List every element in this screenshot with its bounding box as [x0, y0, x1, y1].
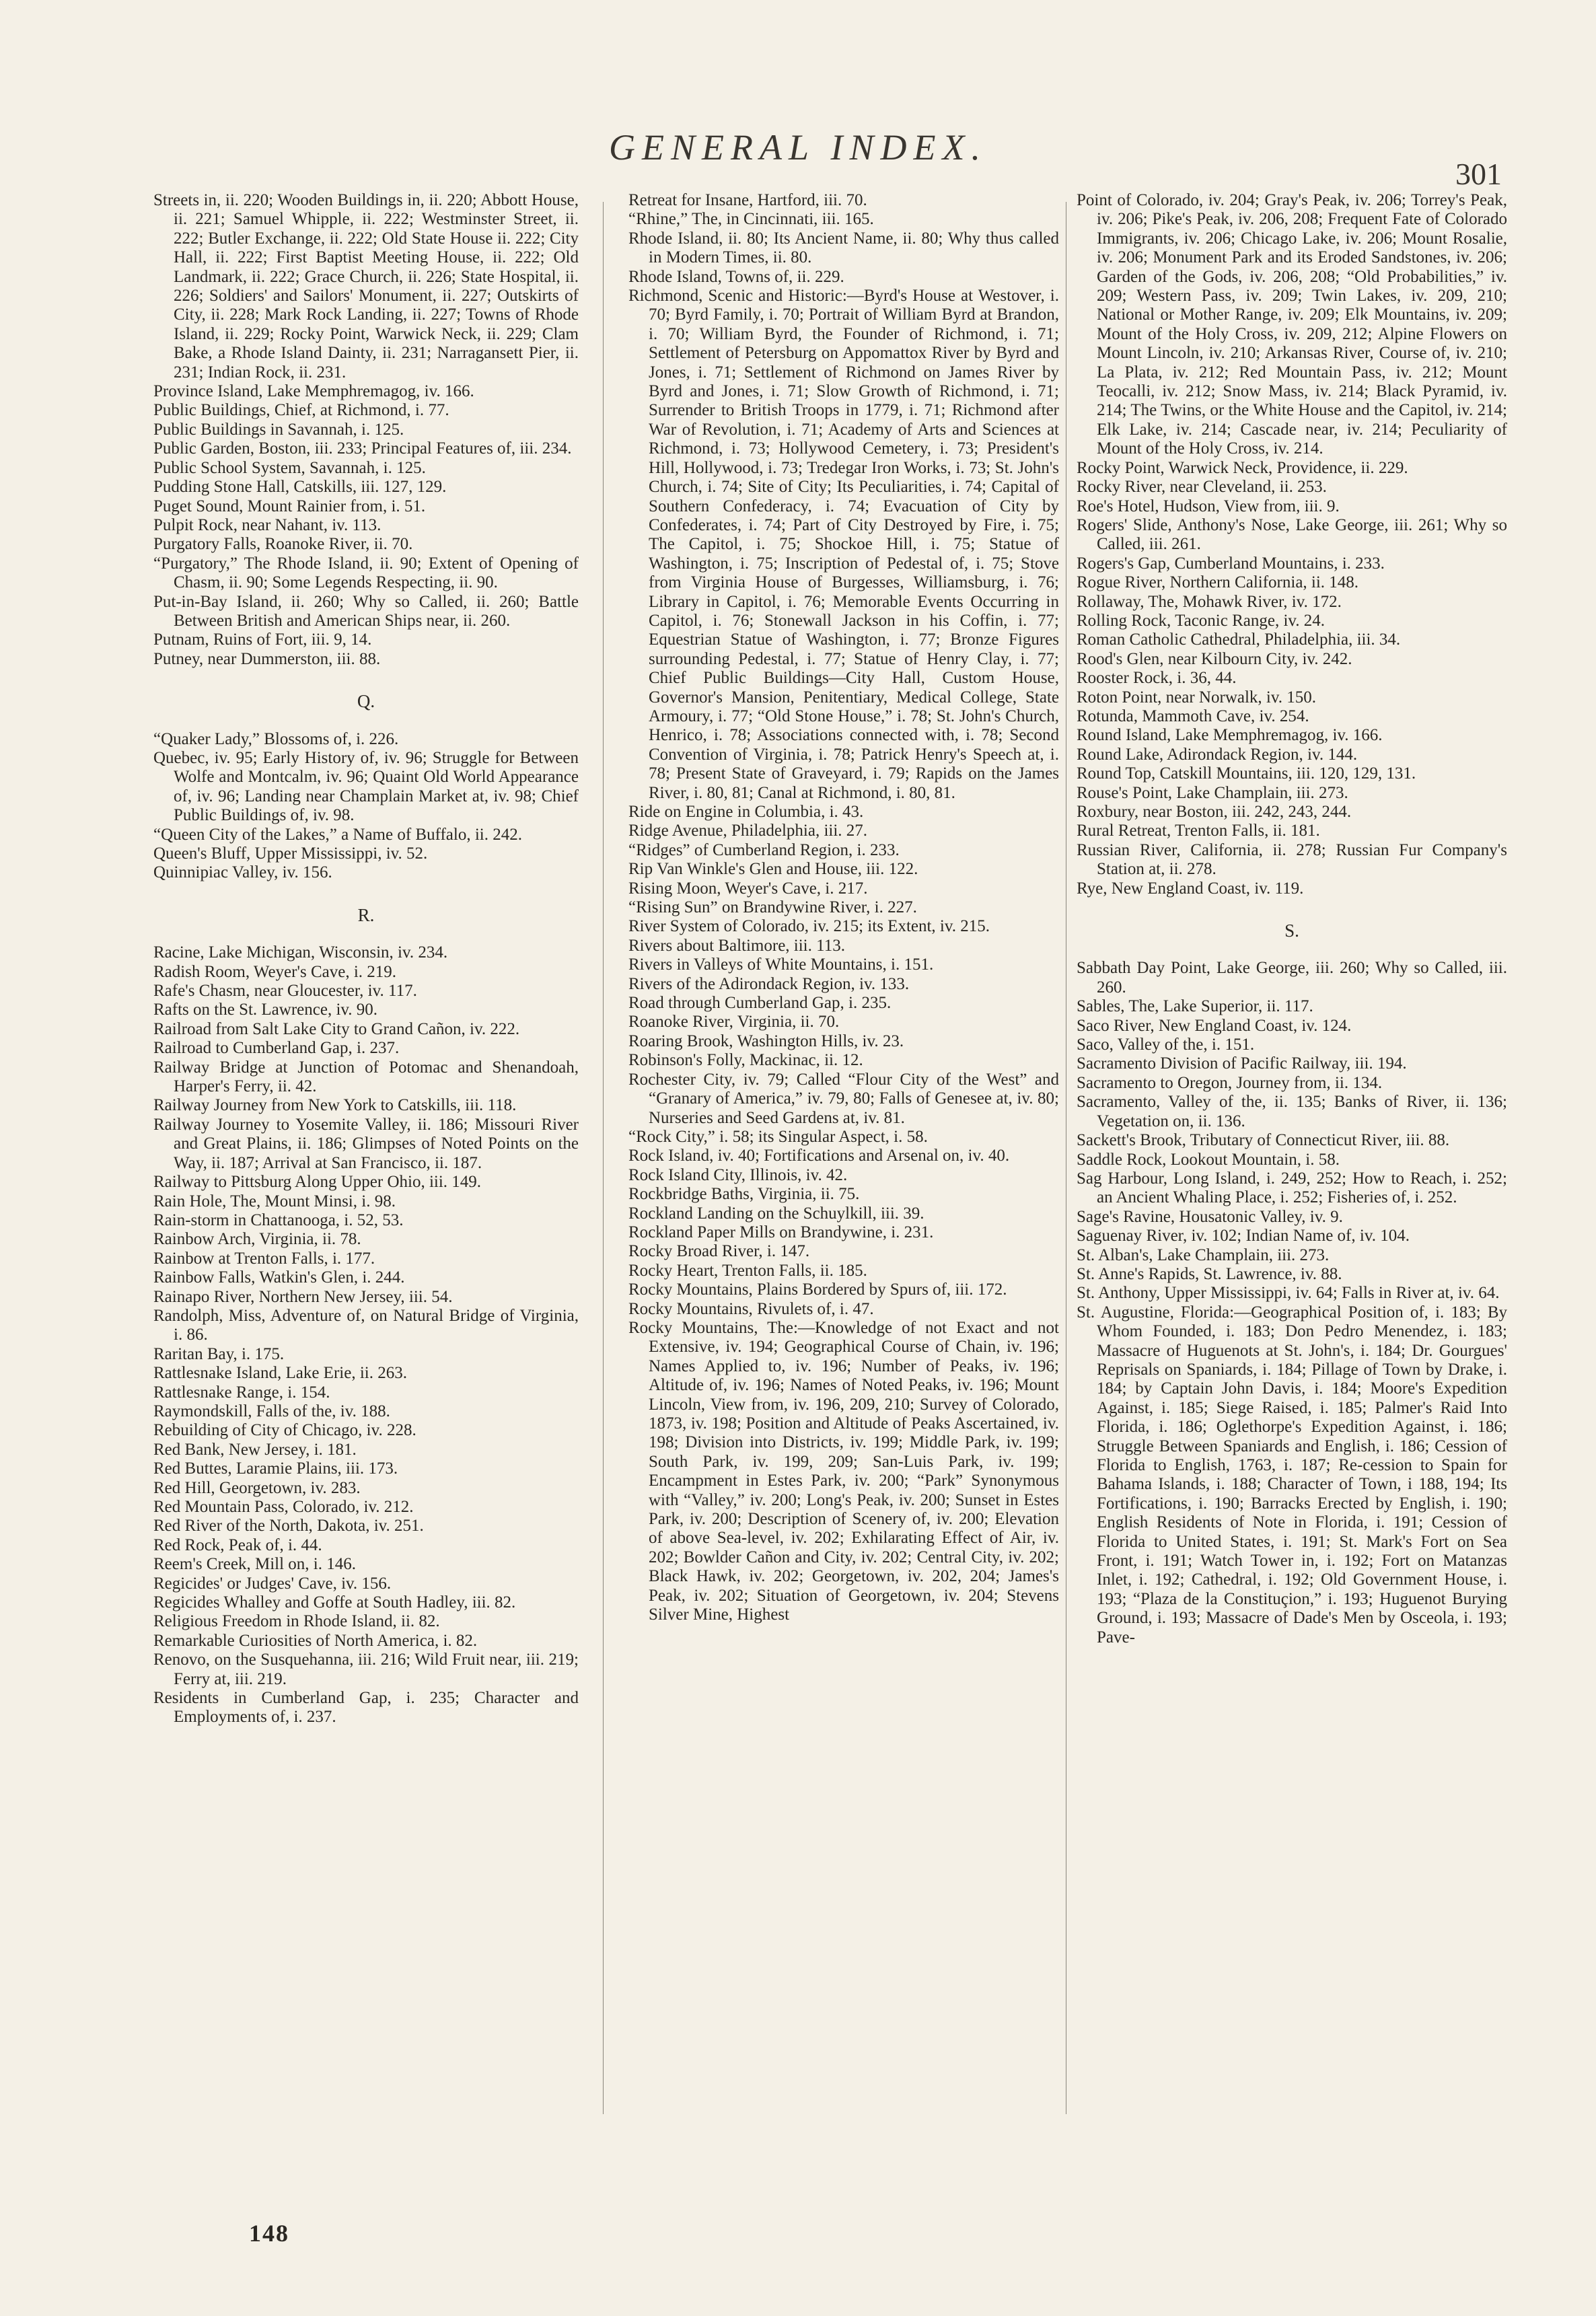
index-entry: Rood's Glen, near Kilbourn City, iv. 242. [1077, 649, 1352, 668]
index-entry: Rainbow at Trenton Falls, i. 177. [153, 1249, 375, 1268]
index-entry: Rocky River, near Cleveland, ii. 253. [1077, 478, 1327, 497]
index-entry: Rotunda, Mammoth Cave, iv. 254. [1077, 707, 1309, 725]
index-entry: Province Island, Lake Memphremagog, iv. 166. [153, 382, 474, 401]
index-entry: Red Mountain Pass, Colorado, iv. 212. [153, 1498, 414, 1516]
index-entry: Rain-storm in Chattanooga, i. 52, 53. [153, 1210, 404, 1229]
index-entry: Rivers of the Adirondack Region, iv. 133. [628, 974, 910, 993]
entry-list [153, 730, 579, 883]
index-entry: Sacramento to Oregon, Journey from, ii. 134. [1077, 1073, 1383, 1092]
index-entry: St. Anne's Rapids, St. Lawrence, iv. 88. [1077, 1264, 1342, 1283]
index-entry: “Rising Sun” on Brandywine River, i. 227. [628, 898, 917, 917]
index-entry: Rocky Heart, Trenton Falls, ii. 185. [628, 1261, 867, 1280]
entry-list [153, 943, 579, 1727]
index-entry: Rivers in Valleys of White Mountains, i. 151. [628, 955, 934, 974]
index-entry: Rooster Rock, i. 36, 44. [1077, 669, 1237, 688]
index-entry: Sag Harbour, Long Island, i. 249, 252; How to Reach, i. 252; an Ancient Whaling Place, i. 252; Fisheries of, i. 252. [1077, 1169, 1507, 1207]
index-entry: Railroad from Salt Lake City to Grand Cañon, iv. 222. [153, 1019, 520, 1038]
index-entry: Sables, The, Lake Superior, ii. 117. [1077, 997, 1313, 1016]
index-entry: Public Garden, Boston, iii. 233; Principal Features of, iii. 234. [153, 439, 572, 458]
index-entry: Regicides Whalley and Goffe at South Hadley, iii. 82. [153, 1593, 516, 1612]
index-entry: “Queen City of the Lakes,” a Name of Buffalo, ii. 242. [153, 825, 522, 844]
index-entry: Rochester City, iv. 79; Called “Flour City of the West” and “Granary of America,” iv. 79, 80; Falls of Genesee at, iv. 80; Nurseries and Seed Gardens at, iv. 81. [628, 1070, 1059, 1127]
index-entry: Rockbridge Baths, Virginia, ii. 75. [628, 1185, 860, 1204]
index-entry: Public Buildings, Chief, at Richmond, i. 77. [153, 401, 449, 420]
index-entry: Rogue River, Northern California, ii. 148. [1077, 573, 1359, 592]
index-entry: Rouse's Point, Lake Champlain, iii. 273. [1077, 783, 1348, 802]
index-entry: Religious Freedom in Rhode Island, ii. 82. [153, 1612, 440, 1631]
index-entry: “Rhine,” The, in Cincinnati, iii. 165. [628, 210, 874, 229]
index-entry: Rolling Rock, Taconic Range, iv. 24. [1077, 611, 1326, 630]
index-entry: Ride on Engine in Columbia, i. 43. [628, 803, 864, 821]
index-entry: “Purgatory,” The Rhode Island, ii. 90; Extent of Opening of Chasm, ii. 90; Some Legends Respecting, ii. 90. [153, 554, 579, 592]
index-entry: Purgatory Falls, Roanoke River, ii. 70. [153, 535, 413, 554]
index-entry: Renovo, on the Susquehanna, iii. 216; Wild Fruit near, iii. 219; Ferry at, iii. 219. [153, 1651, 579, 1688]
index-entry: Rocky Mountains, Plains Bordered by Spurs of, iii. 172. [628, 1280, 1007, 1299]
index-entry: Rocky Point, Warwick Neck, Providence, ii. 229. [1077, 458, 1408, 477]
index-entry: Reem's Creek, Mill on, i. 146. [153, 1555, 357, 1574]
index-entry: Racine, Lake Michigan, Wisconsin, iv. 234. [153, 943, 448, 962]
index-entry: Regicides' or Judges' Cave, iv. 156. [153, 1574, 392, 1593]
index-entry: Rock Island City, Illinois, iv. 42. [628, 1165, 848, 1184]
index-entry: Railway Journey to Yosemite Valley, ii. 186; Missouri River and Great Plains, ii. 186; Glimpses of Noted Points on the Way, ii. 187; Arrival at San Francisco, ii. 187. [153, 1115, 579, 1172]
index-entry: Point of Colorado, iv. 204; Gray's Peak, iv. 206; Torrey's Peak, iv. 206; Pike's Peak, iv. 206, 208; Frequent Fate of Colorado Immigrants, iv. 206; Chicago Lake, iv. 206; Mount Rosalie, iv. 206; Monument Park and its Eroded Sandstones, iv. 206; Garden of the Gods, iv. 206, 208; “Old Probabilities,” iv. 209; Western Pass, iv. 209; Twin Lakes, iv. 209, 210; National or Mother Range, iv. 209; Elk Mountains, iv. 209; Mount of the Holy Cross, iv. 209, 212; Alpine Flowers on Mount Lincoln, iv. 210; Arkansas River, Course of, iv. 210; La Plata, iv. 212; Red Mountain Pass, iv. 212; Mount Teocalli, iv. 212; Snow Mass, iv. 214; Black Pyramid, iv. 214; The Twins, or the White House and the Capitol, iv. 214; Elk Lake, iv. 214; Cascade near, iv. 214; Peculiarity of Mount of the Holy Cross, iv. 214. [1077, 191, 1507, 458]
index-entry: Rainbow Arch, Virginia, ii. 78. [153, 1230, 361, 1249]
index-entry: Rip Van Winkle's Glen and House, iii. 122. [628, 860, 918, 879]
entry-list [1077, 191, 1507, 898]
section-letter-s: S. [1284, 920, 1299, 941]
index-entry: Rollaway, The, Mohawk River, iv. 172. [1077, 592, 1342, 611]
index-entry: Road through Cumberland Gap, i. 235. [628, 994, 892, 1013]
index-entry: Rural Retreat, Trenton Falls, ii. 181. [1077, 822, 1320, 840]
index-entry: Ridge Avenue, Philadelphia, iii. 27. [628, 822, 868, 840]
index-entry: Russian River, California, ii. 278; Russian Fur Company's Station at, ii. 278. [1077, 840, 1507, 879]
index-entry: Queen's Bluff, Upper Mississippi, iv. 52. [153, 844, 428, 863]
index-entry: Rebuilding of City of Chicago, iv. 228. [153, 1421, 416, 1440]
entry-list [1077, 959, 1507, 1647]
index-entry: Saddle Rock, Lookout Mountain, i. 58. [1077, 1150, 1340, 1169]
section-letter-q: Q. [357, 691, 375, 712]
index-entry: Pulpit Rock, near Nahant, iv. 113. [153, 515, 382, 534]
page-folio: 301 [1455, 157, 1502, 191]
index-entry: Roman Catholic Cathedral, Philadelphia, iii. 34. [1077, 630, 1401, 649]
section-letter-r: R. [357, 904, 375, 925]
index-entry: Roxbury, near Boston, iii. 242, 243, 244. [1077, 803, 1352, 821]
index-entry: Puget Sound, Mount Rainier from, i. 51. [153, 497, 426, 515]
index-entry: Rockland Landing on the Schuylkill, iii. 39. [628, 1204, 924, 1223]
index-entry: Richmond, Scenic and Historic:—Byrd's House at Westover, i. 70; Byrd Family, i. 70; Portrait of William Byrd at Brandon, i. 70; William Byrd, the Founder of Richmond, i. 71; Settlement of Petersburg on Appomattox River by Byrd and Jones, i. 71; Settlement of Richmond on James River by Byrd and Jones, i. 71; Slow Growth of Richmond, i. 71; Surrender to British Troops in 1779, i. 71; Richmond after War of Revolution, i. 71; Academy of Arts and Sciences at Richmond, i. 73; Hollywood Cemetery, i. 73; President's Hill, Hollywood, i. 73; Tredegar Iron Works, i. 73; St. John's Church, i. 74; Site of City; Its Peculiarities, i. 74; Capital of Southern Confederacy, i. 74; Evacuation of City by Confederates, i. 74; Part of City Destroyed by Fire, i. 75; The Capitol, i. 75; Shockoe Hill, i. 75; Statue of Washington, i. 75; Inscription of Pedestal of, i. 75; Stove from Virginia House of Burgesses, Williamsburg, i. 76; Library in Capitol, i. 76; Memorable Events Occurring in Capitol, i. 76; Stonewall Jackson in his Coffin, i. 77; Equestrian Statue of Washington, i. 77; Bronze Figures surrounding Pedestal, i. 77; Statue of Henry Clay, i. 77; Chief Public Buildings—City Hall, Custom House, Governor's Mansion, Penitentiary, Medical College, State Armoury, i. 77; “Old Stone House,” i. 78; St. John's Church, Henrico, i. 78; Associations connected with, i. 78; Second Convention of Virginia, i. 78; Patrick Henry's Speech at, i. 78; Present State of Graveyard, i. 79; Rapids on the James River, i. 80, 81; Canal at Richmond, i. 80, 81. [628, 287, 1059, 802]
index-entry: Pudding Stone Hall, Catskills, iii. 127, 129. [153, 478, 447, 497]
index-entry: Raymondskill, Falls of the, iv. 188. [153, 1402, 390, 1420]
index-entry: Rainbow Falls, Watkin's Glen, i. 244. [153, 1268, 405, 1287]
index-entry: Sackett's Brook, Tributary of Connecticut River, iii. 88. [1077, 1131, 1450, 1150]
index-entry: Red Rock, Peak of, i. 44. [153, 1535, 322, 1554]
index-entry: Raritan Bay, i. 175. [153, 1344, 285, 1363]
index-entry: Retreat for Insane, Hartford, iii. 70. [628, 191, 867, 209]
index-entry: Round Island, Lake Memphremagog, iv. 166. [1077, 726, 1383, 745]
index-entry: Red River of the North, Dakota, iv. 251. [153, 1517, 424, 1535]
index-entry: Public Buildings in Savannah, i. 125. [153, 420, 404, 439]
index-entry: Quebec, iv. 95; Early History of, iv. 96; Struggle for Between Wolfe and Montcalm, iv. 96; Quaint Old World Appearance of, iv. 96; Landing near Champlain Market at, iv. 98; Chief Public Buildings of, iv. 98. [153, 748, 579, 825]
index-entry: Robinson's Folly, Mackinac, ii. 12. [628, 1051, 863, 1070]
index-entry: Randolph, Miss, Adventure of, on Natural Bridge of Virginia, i. 86. [153, 1306, 579, 1344]
index-entry: Rocky Mountains, The:—Knowledge of not Exact and not Extensive, iv. 194; Geographical Course of Chain, iv. 196; Names Applied to, iv. 196; Number of Peaks, iv. 196; Altitude of, iv. 196; Names of Noted Peaks, iv. 196; Mount Lincoln, View from, iv. 196, 209, 210; Survey of Colorado, 1873, iv. 198; Position and Altitude of Peaks Ascertained, iv. 198; Division into Districts, iv. 199; Middle Park, iv. 199; South Park, iv. 199, 209; San-Luis Park, iv. 199; Encampment in Estes Park, iv. 200; “Park” Synonymous with “Valley,” iv. 200; Long's Peak, iv. 200; Sunset in Estes Park, iv. 200; Description of Scenery of, iv. 200; Elevation of above Sea-level, iv. 202; Exhilarating Effect of Air, iv. 202; Bowlder Cañon and City, iv. 202; Central City, iv. 202; Black Hawk, iv. 202; Georgetown, iv. 202, 204; James's Peak, iv. 202; Situation of Georgetown, iv. 204; Stevens Silver Mine, Highest [628, 1318, 1059, 1624]
index-column-2 [628, 191, 1059, 2114]
index-entry: Putnam, Ruins of Fort, iii. 9, 14. [153, 630, 372, 649]
index-column-3 [1077, 191, 1507, 2114]
index-entry: Sage's Ravine, Housatonic Valley, iv. 9. [1077, 1207, 1343, 1226]
index-entry: Sabbath Day Point, Lake George, iii. 260; Why so Called, iii. 260. [1077, 959, 1507, 997]
index-entry: Public School System, Savannah, i. 125. [153, 458, 426, 477]
index-entry: Rhode Island, ii. 80; Its Ancient Name, ii. 80; Why thus called in Modern Times, ii. 80. [628, 229, 1059, 267]
index-entry: Streets in, ii. 220; Wooden Buildings in, ii. 220; Abbott House, ii. 221; Samuel Whipple, ii. 222; Westminster Street, ii. 222; Butler Exchange, ii. 222; Old State House ii. 222; City Hall, ii. 222; First Baptist Meeting House, ii. 222; Old Landmark, ii. 222; Grace Church, ii. 226; State Hospital, ii. 226; Soldiers' and Sailors' Monument, ii. 227; Outskirts of City, ii. 228; Mark Rock Landing, ii. 227; Towns of Rhode Island, ii. 229; Rocky Point, Warwick Neck, ii. 229; Clam Bake, a Rhode Island Dainty, ii. 231; Narragansett Pier, ii. 231; Indian Rock, ii. 231. [153, 191, 579, 382]
index-entry: Sacramento, Valley of the, ii. 135; Banks of River, ii. 136; Vegetation on, ii. 136. [1077, 1093, 1507, 1130]
index-entry: Quinnipiac Valley, iv. 156. [153, 863, 332, 882]
index-entry: Residents in Cumberland Gap, i. 235; Character and Employments of, i. 237. [153, 1689, 579, 1727]
entry-list [628, 191, 1059, 1624]
index-entry: Putney, near Dummerston, iii. 88. [153, 649, 381, 668]
index-column-1 [153, 191, 579, 2114]
index-entry: Rogers' Slide, Anthony's Nose, Lake George, iii. 261; Why so Called, iii. 261. [1077, 515, 1507, 554]
index-entry: Rogers's Gap, Cumberland Mountains, i. 233. [1077, 554, 1385, 573]
index-entry: Rivers about Baltimore, iii. 113. [628, 936, 845, 955]
index-entry: Red Buttes, Laramie Plains, iii. 173. [153, 1459, 398, 1478]
index-entry: Roaring Brook, Washington Hills, iv. 23. [628, 1032, 904, 1050]
index-entry: Railroad to Cumberland Gap, i. 237. [153, 1039, 400, 1058]
index-entry: Rocky Mountains, Rivulets of, i. 47. [628, 1299, 874, 1318]
index-entry: Roton Point, near Norwalk, iv. 150. [1077, 688, 1316, 707]
index-entry: Rye, New England Coast, iv. 119. [1077, 879, 1304, 898]
index-entry: “Rock City,” i. 58; its Singular Aspect, i. 58. [628, 1127, 928, 1146]
index-entry: Red Bank, New Jersey, i. 181. [153, 1440, 357, 1459]
index-entry: Rising Moon, Weyer's Cave, i. 217. [628, 879, 868, 898]
index-entry: Saco, Valley of the, i. 151. [1077, 1036, 1255, 1054]
index-entry: St. Augustine, Florida:—Geographical Position of, i. 183; By Whom Founded, i. 183; Don Pedro Menendez, i. 183; Massacre of Huguenots at St. John's, i. 184; Dr. Gourgues' Reprisals on Spaniards, i. 184; Pillage of Town by Drake, i. 184; by Captain John Davis, i. 184; Moore's Expedition Against, i. 185; Siege Raised, i. 185; Palmer's Raid Into Florida, i. 186; Oglethorpe's Expedition Against, i. 186; Struggle Between Spaniards and English, i. 186; Cession of Florida to English, 1763, i. 187; Re-cession to Spain for Bahama Islands, i. 188; Character of Town, i 188, 194; Its Fortifications, i. 190; Barracks Erected by English, i. 190; English Residents of Note in Florida, i. 191; Cession of Florida to United States, i. 191; St. Mark's Fort on Sea Front, i. 191; Watch Tower in, i. 192; Fort on Matanzas Inlet, i. 192; Cathedral, i. 192; Old Government House, i. 193; “Plaza de la Constituçion,” i. 193; Huguenot Burying Ground, i. 193; Massacre of Dade's Men by Osceola, i. 193; Pave- [1077, 1303, 1507, 1646]
index-entry: Rafe's Chasm, near Gloucester, iv. 117. [153, 982, 417, 1001]
index-entry: Railway Bridge at Junction of Potomac and Shenandoah, Harper's Ferry, ii. 42. [153, 1058, 579, 1096]
index-entry: Rain Hole, The, Mount Minsi, i. 98. [153, 1192, 396, 1210]
entry-list [153, 191, 579, 669]
index-entry: Rockland Paper Mills on Brandywine, i. 231. [628, 1223, 934, 1241]
index-entry: Red Hill, Georgetown, iv. 283. [153, 1478, 361, 1497]
index-entry: Rattlesnake Range, i. 154. [153, 1383, 330, 1402]
index-entry: St. Anthony, Upper Mississippi, iv. 64; Falls in River at, iv. 64. [1077, 1284, 1500, 1303]
index-entry: St. Alban's, Lake Champlain, iii. 273. [1077, 1245, 1330, 1264]
page-number: 148 [249, 2220, 289, 2247]
index-entry: Saguenay River, iv. 102; Indian Name of, iv. 104. [1077, 1227, 1410, 1245]
index-entry: River System of Colorado, iv. 215; its Extent, iv. 215. [628, 917, 990, 936]
index-entry: “Quaker Lady,” Blossoms of, i. 226. [153, 729, 399, 748]
index-entry: Rock Island, iv. 40; Fortifications and Arsenal on, iv. 40. [628, 1147, 1010, 1165]
index-entry: Rattlesnake Island, Lake Erie, ii. 263. [153, 1364, 407, 1383]
index-entry: Roe's Hotel, Hudson, View from, iii. 9. [1077, 497, 1340, 515]
running-head: GENERAL INDEX. [609, 127, 987, 168]
index-entry: Rhode Island, Towns of, ii. 229. [628, 267, 844, 286]
index-entry: Remarkable Curiosities of North America, i. 82. [153, 1631, 478, 1650]
index-entry: Saco River, New England Coast, iv. 124. [1077, 1016, 1352, 1035]
index-entry: Rainapo River, Northern New Jersey, iii. 54. [153, 1287, 453, 1306]
index-entry: Rocky Broad River, i. 147. [628, 1242, 810, 1261]
column-rule-left [603, 202, 604, 2114]
index-entry: Railway Journey from New York to Catskills, iii. 118. [153, 1096, 517, 1115]
index-entry: Radish Room, Weyer's Cave, i. 219. [153, 962, 397, 981]
index-entry: Put-in-Bay Island, ii. 260; Why so Called, ii. 260; Battle Between British and American Ships near, ii. 260. [153, 592, 579, 630]
index-entry: Rafts on the St. Lawrence, iv. 90. [153, 1001, 378, 1019]
index-entry: Round Lake, Adirondack Region, iv. 144. [1077, 745, 1358, 764]
index-entry: Round Top, Catskill Mountains, iii. 120, 129, 131. [1077, 764, 1416, 783]
index-entry: Sacramento Division of Pacific Railway, iii. 194. [1077, 1054, 1407, 1073]
index-entry: Railway to Pittsburg Along Upper Ohio, iii. 149. [153, 1173, 482, 1192]
index-entry: Roanoke River, Virginia, ii. 70. [628, 1013, 840, 1032]
index-entry: “Ridges” of Cumberland Region, i. 233. [628, 840, 900, 859]
